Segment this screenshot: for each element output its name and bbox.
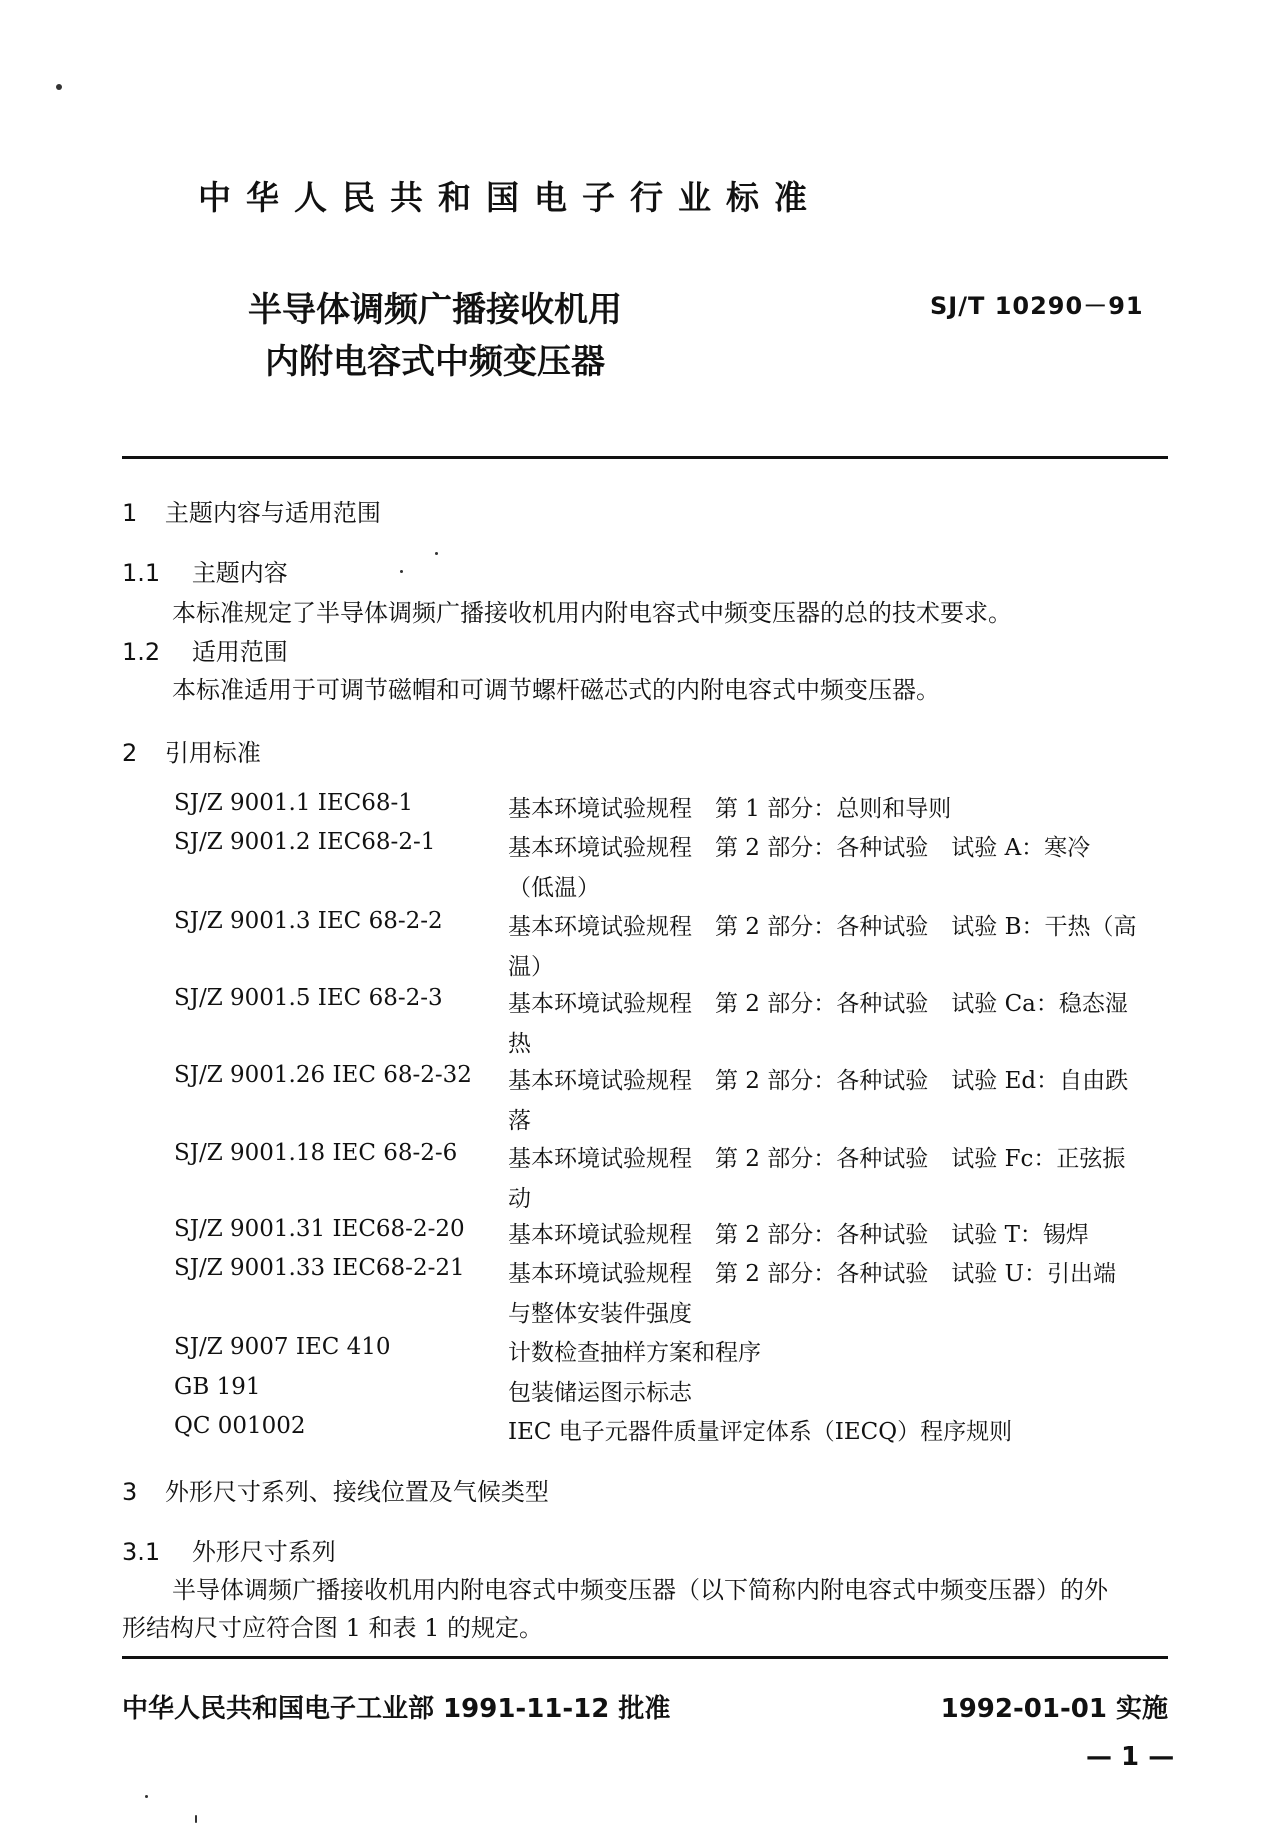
reference-desc-continued: 落 <box>508 1108 531 1134</box>
reference-code: SJ/Z 9001.3 IEC 68-2-2 <box>174 908 443 934</box>
reference-code: SJ/Z 9001.1 IEC68-1 <box>174 790 413 816</box>
reference-desc-continued: 与整体安装件强度 <box>508 1301 692 1327</box>
standard-category-title: 中华人民共和国电子行业标准 <box>198 178 822 217</box>
section-3-1-text-line-2: 形结构尺寸应符合图 1 和表 1 的规定。 <box>122 1614 544 1642</box>
section-1-heading <box>122 493 381 528</box>
scan-speck <box>195 1815 197 1823</box>
reference-desc: 计数检查抽样方案和程序 <box>508 1340 761 1366</box>
section-number: 1.2 <box>122 638 161 666</box>
section-1-2-text: 本标准适用于可调节磁帽和可调节螺杆磁芯式的内附电容式中频变压器。 <box>172 676 940 704</box>
section-3-1-heading <box>122 1532 336 1567</box>
footer-divider <box>122 1656 1168 1659</box>
section-2-heading <box>122 733 261 768</box>
reference-desc: 基本环境试验规程 第 2 部分：各种试验 试验 Ca：稳态湿 <box>508 991 1128 1017</box>
section-1-2-heading <box>122 632 288 667</box>
effective-date: 1992-01-01 实施 <box>940 1694 1168 1724</box>
scan-speck <box>56 84 62 90</box>
reference-code: SJ/Z 9001.18 IEC 68-2-6 <box>174 1140 458 1166</box>
reference-desc: 基本环境试验规程 第 2 部分：各种试验 试验 B：干热（高 <box>508 914 1137 940</box>
reference-desc-continued: 温） <box>508 954 554 980</box>
reference-code: SJ/Z 9001.2 IEC68-2-1 <box>174 829 436 855</box>
section-1-1-text: 本标准规定了半导体调频广播接收机用内附电容式中频变压器的总的技术要求。 <box>172 599 1012 627</box>
scan-speck <box>435 552 438 555</box>
section-title: 外形尺寸系列 <box>191 1538 336 1566</box>
section-title: 主题内容 <box>191 559 288 587</box>
reference-code: SJ/Z 9001.33 IEC68-2-21 <box>174 1255 465 1281</box>
section-3-heading <box>122 1472 549 1507</box>
section-number: 3.1 <box>122 1538 161 1566</box>
section-title: 适用范围 <box>191 638 288 666</box>
reference-desc: 基本环境试验规程 第 2 部分：各种试验 试验 Fc：正弦振 <box>508 1146 1126 1172</box>
scan-speck <box>400 570 403 573</box>
reference-code: GB 191 <box>174 1374 261 1400</box>
reference-desc-continued: （低温） <box>508 875 600 901</box>
reference-desc-continued: 动 <box>508 1186 531 1212</box>
reference-desc-continued: 热 <box>508 1031 531 1057</box>
document-title-line-2: 内附电容式中频变压器 <box>265 342 605 382</box>
reference-code: SJ/Z 9001.26 IEC 68-2-32 <box>174 1062 472 1088</box>
reference-desc: 包装储运图示标志 <box>508 1380 692 1406</box>
section-title: 引用标准 <box>164 739 261 767</box>
section-number: 2 <box>122 739 138 767</box>
approval-note: 中华人民共和国电子工业部 1991-11-12 批准 <box>122 1694 671 1724</box>
section-number: 1.1 <box>122 559 161 587</box>
reference-desc: IEC 电子元器件质量评定体系（IECQ）程序规则 <box>508 1419 1013 1445</box>
reference-code: QC 001002 <box>174 1413 306 1439</box>
reference-desc: 基本环境试验规程 第 2 部分：各种试验 试验 U：引出端 <box>508 1261 1116 1287</box>
reference-desc: 基本环境试验规程 第 2 部分：各种试验 试验 T：锡焊 <box>508 1222 1089 1248</box>
reference-desc: 基本环境试验规程 第 1 部分：总则和导则 <box>508 796 952 822</box>
reference-code: SJ/Z 9001.31 IEC68-2-20 <box>174 1216 465 1242</box>
section-title: 外形尺寸系列、接线位置及气候类型 <box>164 1478 549 1506</box>
header-divider <box>122 456 1168 459</box>
section-number: 3 <box>122 1478 138 1506</box>
section-3-1-text-line-1: 半导体调频广播接收机用内附电容式中频变压器（以下简称内附电容式中频变压器）的外 <box>172 1576 1108 1604</box>
scan-speck <box>145 1795 148 1798</box>
reference-code: SJ/Z 9001.5 IEC 68-2-3 <box>174 985 443 1011</box>
reference-desc: 基本环境试验规程 第 2 部分：各种试验 试验 Ed：自由跌 <box>508 1068 1129 1094</box>
document-title-line-1: 半导体调频广播接收机用 <box>248 290 622 330</box>
page-number: — 1 — <box>1086 1742 1175 1772</box>
document-number: SJ/T 10290－91 <box>930 292 1144 320</box>
reference-desc: 基本环境试验规程 第 2 部分：各种试验 试验 A：寒冷 <box>508 835 1091 861</box>
section-title: 主题内容与适用范围 <box>164 499 381 527</box>
section-1-1-heading <box>122 553 288 588</box>
reference-code: SJ/Z 9007 IEC 410 <box>174 1334 391 1360</box>
section-number: 1 <box>122 499 138 527</box>
